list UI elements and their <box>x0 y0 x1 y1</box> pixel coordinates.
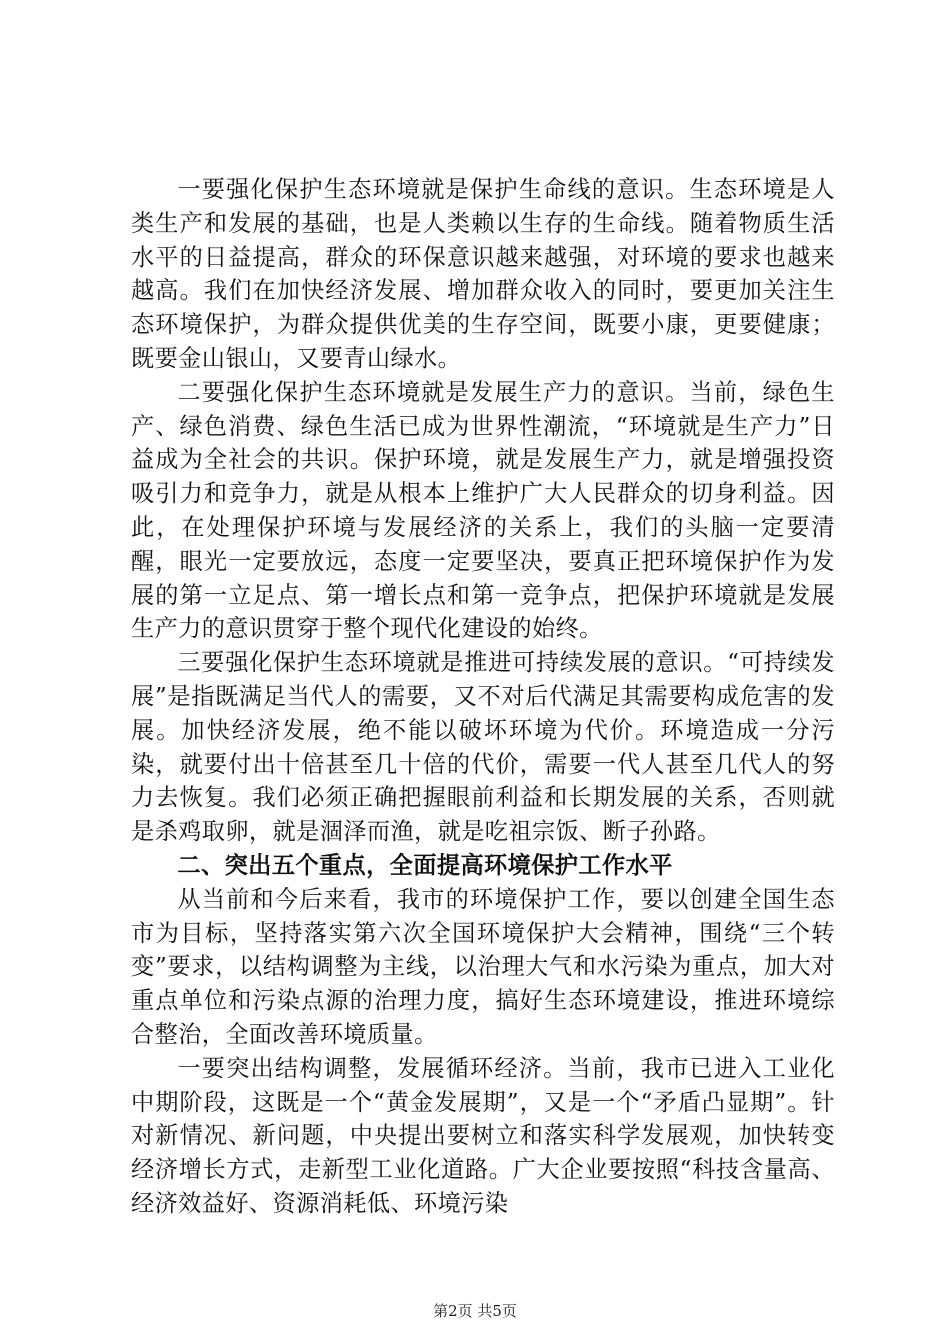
paragraph-awareness-productivity: 二要强化保护生态环境就是发展生产力的意识。当前，绿色生产、绿色消费、绿色生活已成为世界性潮流，“环境就是生产力”日益成为全社会的共识。保护环境，就是发展生产力，就是增强投资吸引力和竞争力，就是从根本上维护广大人民群众的切身利益。因此，在处理保护环境与发展经济的关系上，我们的头脑一定要清醒，眼光一定要放远，态度一定要坚决，要真正把环境保护作为发展的第一立足点、第一增长点和第一竞争点，把保护环境就是发展生产力的意识贯穿于整个现代化建设的始终。 <box>131 378 835 643</box>
paragraph-structure-adjustment: 一要突出结构调整，发展循环经济。当前，我市已进入工业化中期阶段，这既是一个“黄金发展期”，又是一个“矛盾凸显期”。针对新情况、新问题，中央提出要树立和落实科学发展观，加快转变经济增长方式，走新型工业化道路。广大企业要按照“科技含量高、经济效益好、资源消耗低、环境污染 <box>131 1054 835 1217</box>
document-body <box>131 173 835 1221</box>
paragraph-section-intro: 从当前和今后来看，我市的环境保护工作，要以创建全国生态市为目标，坚持落实第六次全国环境保护大会精神，围绕“三个转变”要求，以结构调整为主线，以治理大气和水污染为重点，加大对重点单位和污染点源的治理力度，搞好生态环境建设，推进环境综合整治，全面改善环境质量。 <box>131 885 835 1048</box>
section-heading: 二、突出五个重点，全面提高环境保护工作水平 <box>177 851 673 879</box>
page-footer: 第2页 共5页 <box>433 1302 517 1320</box>
paragraph-awareness-sustainability: 三要强化保护生态环境就是推进可持续发展的意识。“可持续发展”是指既满足当代人的需要，又不对后代满足其需要构成危害的发展。加快经济发展，绝不能以破坏环境为代价。环境造成一分污染，就要付出十倍甚至几十倍的代价，需要一代人甚至几代人的努力去恢复。我们必须正确把握眼前利益和长期发展的关系，否则就是杀鸡取卵，就是涸泽而渔，就是吃祖宗饭、断子孙路。 <box>131 649 835 846</box>
paragraph-awareness-lifeline: 一要强化保护生态环境就是保护生命线的意识。生态环境是人类生产和发展的基础，也是人类赖以生存的生命线。随着物质生活水平的日益提高，群众的环保意识越来越强，对环境的要求也越来越高。我们在加快经济发展、增加群众收入的同时，要更加关注生态环境保护，为群众提供优美的生存空间，既要小康，更要健康；既要金山银山，又要青山绿水。 <box>131 176 835 372</box>
